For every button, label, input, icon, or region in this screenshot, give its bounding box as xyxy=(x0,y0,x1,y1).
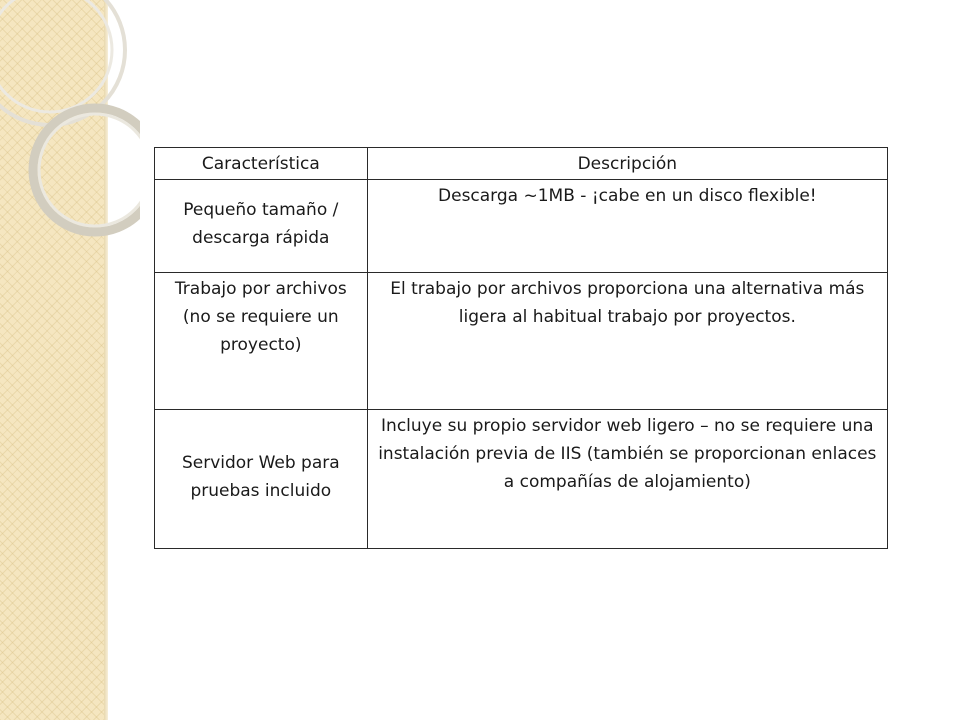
upper-ring-inner xyxy=(0,0,112,112)
header-feature: Característica xyxy=(155,148,368,180)
table-row xyxy=(155,410,888,549)
description-cell: El trabajo por archivos proporciona una alternativa más ligera al habitual trabajo por proyectos. xyxy=(367,273,887,410)
feature-table xyxy=(154,147,888,549)
decorative-rings xyxy=(0,0,140,260)
lower-ring xyxy=(33,108,140,232)
description-cell: Incluye su propio servidor web ligero – no se requiere una instalación previa de IIS (también se proporcionan enlaces a compañías de alojamiento) xyxy=(367,410,887,549)
table-header-row xyxy=(155,148,888,180)
feature-cell: Pequeño tamaño / descarga rápida xyxy=(155,180,368,273)
description-cell: Descarga ~1MB - ¡cabe en un disco flexible! xyxy=(367,180,887,273)
feature-cell: Servidor Web para pruebas incluido xyxy=(155,410,368,549)
table-row xyxy=(155,180,888,273)
header-description: Descripción xyxy=(367,148,887,180)
lower-ring-highlight xyxy=(39,114,140,226)
table-row xyxy=(155,273,888,410)
feature-cell: Trabajo por archivos (no se requiere un proyecto) xyxy=(155,273,368,410)
